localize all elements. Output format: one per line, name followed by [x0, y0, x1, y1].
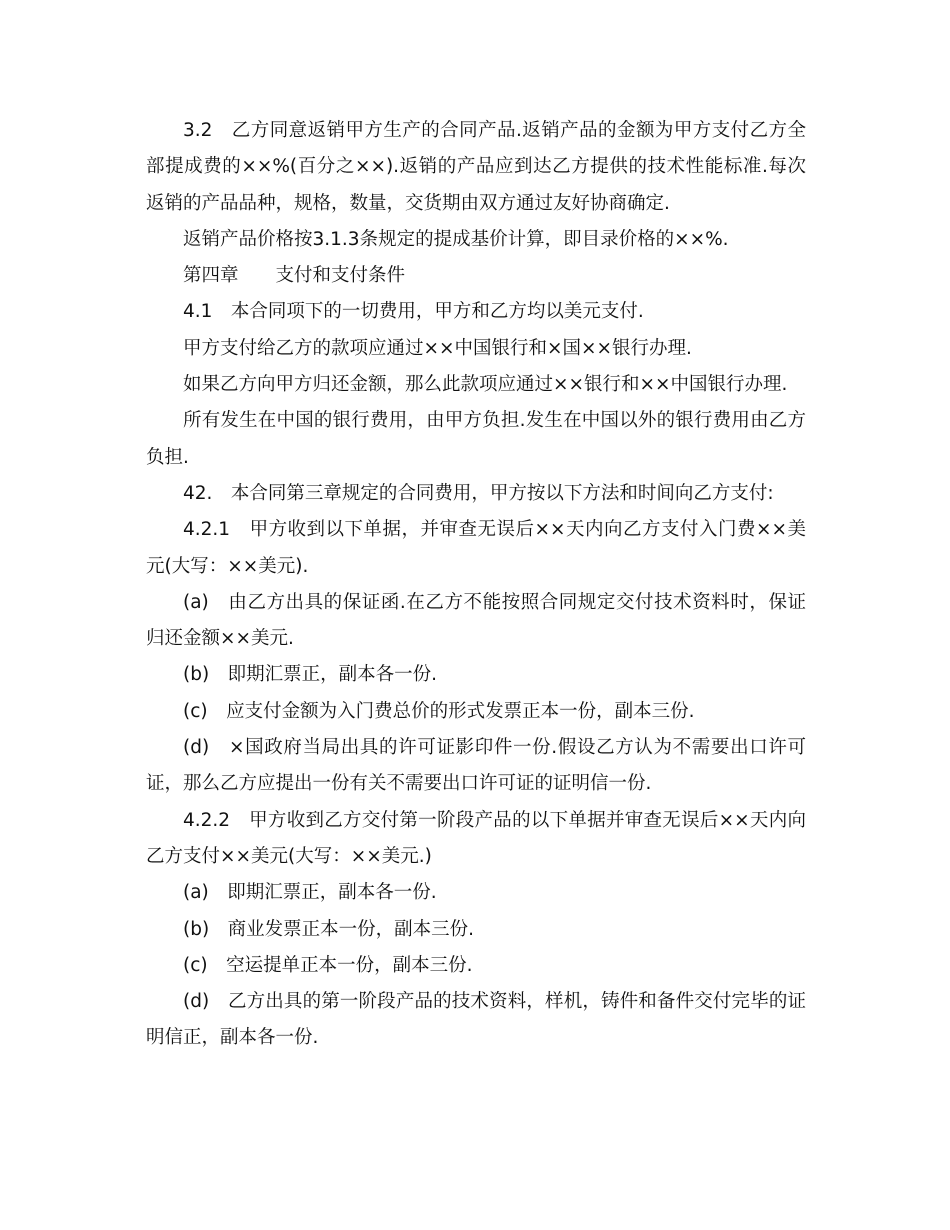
chapter-4-heading: 第四章 支付和支付条件	[183, 265, 406, 287]
clause-4-2-1-a: (a) 由乙方出具的保证函.在乙方不能按照合同规定交付技术资料时，保证归还金额××美元.	[146, 591, 806, 650]
clause-4-1-bank-fees: 所有发生在中国的银行费用，由甲方负担.发生在中国以外的银行费用由乙方负担.	[146, 410, 806, 468]
clause-4-2-1-b: (b) 即期汇票正，副本各一份.	[183, 664, 438, 686]
clause-4-2-2-a: (a) 即期汇票正，副本各一份.	[183, 882, 437, 904]
clause-4-1-payment-bank: 甲方支付给乙方的款项应通过××中国银行和×国××银行办理.	[183, 337, 692, 359]
clause-4-2-2-b: (b) 商业发票正本一份，副本三份.	[183, 918, 475, 940]
clause-4-2-2-d: (d) 乙方出具的第一阶段产品的技术资料，样机，铸件和备件交付完毕的证明信正，副本各一份.	[146, 991, 806, 1049]
clause-4-2-2: 4.2.2 甲方收到乙方交付第一阶段产品的以下单据并审查无误后××天内向乙方支付××美元(大写：××美元.)	[146, 809, 806, 867]
clause-4-2-1-c: (c) 应支付金额为入门费总价的形式发票正本一份，副本三份.	[183, 700, 695, 722]
clause-4-1-refund-bank: 如果乙方向甲方归还金额，那么此款项应通过××银行和××中国银行办理.	[183, 374, 788, 396]
clause-4-2: 42. 本合同第三章规定的合同费用，甲方按以下方法和时间向乙方支付:	[183, 482, 774, 504]
clause-3-2-price: 返销产品价格按3.1.3条规定的提成基价计算，即目录价格的××%.	[183, 228, 729, 250]
clause-4-2-1: 4.2.1 甲方收到以下单据，并审查无误后××天内向乙方支付入门费××美元(大写：××美元).	[146, 519, 806, 577]
document-body	[146, 113, 806, 1057]
clause-4-2-1-d: (d) ×国政府当局出具的许可证影印件一份.假设乙方认为不需要出口许可证，那么乙方应提出一份有关不需要出口许可证的证明信一份.	[146, 737, 806, 795]
clause-4-1: 4.1 本合同项下的一切费用，甲方和乙方均以美元支付.	[183, 301, 644, 323]
clause-3-2: 3.2 乙方同意返销甲方生产的合同产品.返销产品的金额为甲方支付乙方全部提成费的××%(百分之××).返销的产品应到达乙方提供的技术性能标准.每次返销的产品品种，规格，数量，交货期由双方通过友好协商确定.	[146, 120, 806, 214]
clause-4-2-2-c: (c) 空运提单正本一份，副本三份.	[183, 954, 473, 976]
